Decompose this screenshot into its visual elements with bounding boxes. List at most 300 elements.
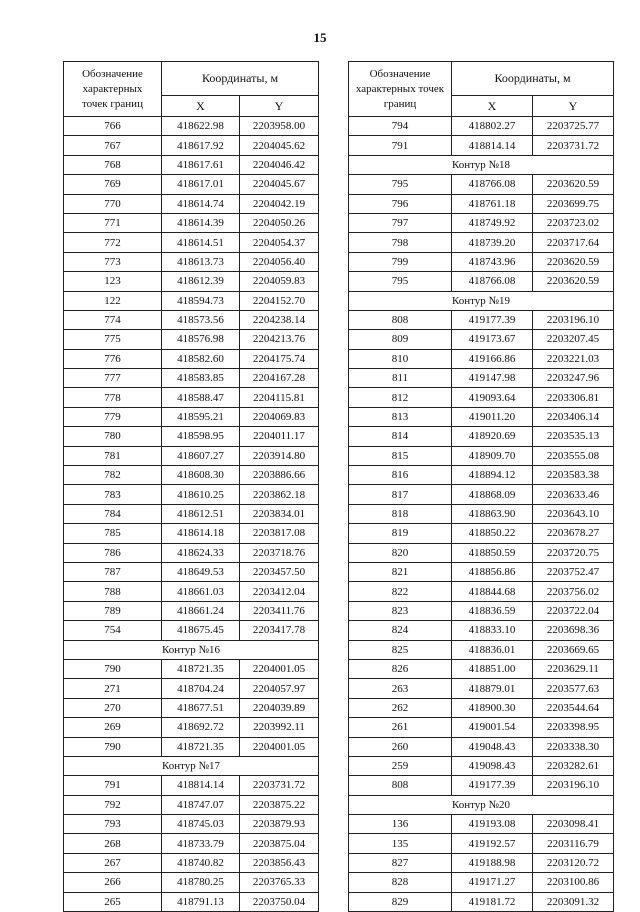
point-id-cell: 828 [349,873,452,892]
table-row [64,795,319,814]
coord-x-cell: 418576.98 [162,330,240,349]
table-row [349,349,614,368]
table-row [349,233,614,252]
coord-x-cell: 418836.01 [452,640,533,659]
coord-x-cell: 418614.51 [162,233,240,252]
table-row [64,815,319,834]
coord-y-cell: 2203669.65 [533,640,614,659]
point-id-cell: 766 [64,117,162,136]
table-row [64,853,319,872]
point-id-cell: 773 [64,252,162,271]
table-row [349,524,614,543]
coord-y-cell: 2203282.61 [533,756,614,775]
coord-x-cell: 418588.47 [162,388,240,407]
coord-y-cell: 2203620.59 [533,252,614,271]
point-id-cell: 270 [64,698,162,717]
coord-y-cell: 2203338.30 [533,737,614,756]
table-row [64,504,319,523]
point-id-cell: 770 [64,194,162,213]
coord-x-cell: 418704.24 [162,679,240,698]
table-row [64,446,319,465]
coord-x-cell: 418856.86 [452,562,533,581]
coord-x-cell: 418617.92 [162,136,240,155]
coord-y-cell: 2204054.37 [240,233,319,252]
point-id-cell: 774 [64,310,162,329]
header-point-label: Обозначение характерных точек границ [349,62,452,117]
coord-y-cell: 2204115.81 [240,388,319,407]
point-id-cell: 816 [349,466,452,485]
coord-y-cell: 2203752.47 [533,562,614,581]
point-id-cell: 782 [64,466,162,485]
table-row [349,756,614,775]
coord-y-cell: 2203544.64 [533,698,614,717]
coord-y-cell: 2203875.22 [240,795,319,814]
coord-x-cell: 418791.13 [162,892,240,911]
point-id-cell: 808 [349,776,452,795]
point-id-cell: 824 [349,621,452,640]
coord-x-cell: 418780.25 [162,873,240,892]
coord-x-cell: 419171.27 [452,873,533,892]
coord-y-cell: 2203583.38 [533,466,614,485]
table-row [349,427,614,446]
table-row [64,233,319,252]
coord-x-cell: 418894.12 [452,466,533,485]
table-row [64,698,319,717]
point-id-cell: 786 [64,543,162,562]
header-y: Y [533,96,614,117]
coord-y-cell: 2203120.72 [533,853,614,872]
coord-y-cell: 2203958.00 [240,117,319,136]
point-id-cell: 778 [64,388,162,407]
point-id-cell: 135 [349,834,452,853]
point-id-cell: 797 [349,213,452,232]
coord-y-cell: 2203196.10 [533,310,614,329]
coord-x-cell: 418594.73 [162,291,240,310]
coord-x-cell: 418721.35 [162,659,240,678]
table-row [349,407,614,426]
table-row [349,582,614,601]
coord-x-cell: 418608.30 [162,466,240,485]
point-id-cell: 792 [64,795,162,814]
point-id-cell: 265 [64,892,162,911]
point-id-cell: 785 [64,524,162,543]
coord-y-cell: 2203091.32 [533,892,614,911]
point-id-cell: 789 [64,601,162,620]
point-id-cell: 791 [64,776,162,795]
table-row [349,136,614,155]
table-row [64,291,319,310]
coord-x-cell: 419001.54 [452,718,533,737]
point-id-cell: 821 [349,562,452,581]
point-id-cell: 829 [349,892,452,911]
coord-x-cell: 419177.39 [452,310,533,329]
coord-x-cell: 418851.00 [452,659,533,678]
point-id-cell: 798 [349,233,452,252]
point-id-cell: 777 [64,369,162,388]
coord-y-cell: 2203620.59 [533,175,614,194]
coord-x-cell: 418766.08 [452,175,533,194]
table-row [64,194,319,213]
header-coordinates: Координаты, м [162,62,319,96]
coord-x-cell: 418833.10 [452,621,533,640]
point-id-cell: 808 [349,310,452,329]
header-x: X [452,96,533,117]
point-id-cell: 819 [349,524,452,543]
point-id-cell: 768 [64,155,162,174]
coord-y-cell: 2203698.36 [533,621,614,640]
contour-label: Контур №16 [64,640,319,659]
contour-label: Контур №18 [349,155,614,174]
table-row [64,621,319,640]
coord-y-cell: 2204045.62 [240,136,319,155]
coord-y-cell: 2203116.79 [533,834,614,853]
table-row [349,194,614,213]
coord-y-cell: 2204050.26 [240,213,319,232]
coord-x-cell: 418745.03 [162,815,240,834]
table-row [64,272,319,291]
coord-y-cell: 2204011.17 [240,427,319,446]
page-number: 15 [313,30,327,45]
table-row [349,679,614,698]
table-row [64,601,319,620]
point-id-cell: 818 [349,504,452,523]
table-row [64,117,319,136]
table-row [64,737,319,756]
table-row [349,640,614,659]
coord-y-cell: 2203098.41 [533,815,614,834]
coord-x-cell: 419166.86 [452,349,533,368]
table-row [64,582,319,601]
coord-x-cell: 419098.43 [452,756,533,775]
point-id-cell: 790 [64,659,162,678]
point-id-cell: 784 [64,504,162,523]
table-row [349,853,614,872]
coord-x-cell: 418617.61 [162,155,240,174]
coord-x-cell: 418721.35 [162,737,240,756]
table-row [64,349,319,368]
point-id-cell: 781 [64,446,162,465]
coord-y-cell: 2203678.27 [533,524,614,543]
coord-x-cell: 418614.74 [162,194,240,213]
point-id-cell: 812 [349,388,452,407]
coord-y-cell: 2203720.75 [533,543,614,562]
coord-x-cell: 418909.70 [452,446,533,465]
coord-x-cell: 418863.90 [452,504,533,523]
coord-x-cell: 418920.69 [452,427,533,446]
table-row [64,388,319,407]
table-body-right [349,117,614,912]
coord-y-cell: 2203411.76 [240,601,319,620]
coord-y-cell: 2203643.10 [533,504,614,523]
table-row [349,446,614,465]
table-row [349,117,614,136]
point-id-cell: 776 [64,349,162,368]
table-row [64,175,319,194]
coord-x-cell: 418617.01 [162,175,240,194]
table-row [64,466,319,485]
point-id-cell: 122 [64,291,162,310]
table-row [349,272,614,291]
coordinates-table-right [348,61,614,912]
point-id-cell: 769 [64,175,162,194]
coord-x-cell: 418740.82 [162,853,240,872]
coord-y-cell: 2203723.02 [533,213,614,232]
coord-x-cell: 418595.21 [162,407,240,426]
contour-label: Контур №19 [349,291,614,310]
coord-y-cell: 2203398.95 [533,718,614,737]
point-id-cell: 775 [64,330,162,349]
coord-y-cell: 2203629.11 [533,659,614,678]
table-row [349,310,614,329]
point-id-cell: 799 [349,252,452,271]
table-row [349,369,614,388]
coord-y-cell: 2203718.76 [240,543,319,562]
coord-y-cell: 2203750.04 [240,892,319,911]
coord-y-cell: 2204046.42 [240,155,319,174]
point-id-cell: 794 [349,117,452,136]
coord-x-cell: 418733.79 [162,834,240,853]
point-id-cell: 820 [349,543,452,562]
table-row [349,504,614,523]
coord-x-cell: 418573.56 [162,310,240,329]
point-id-cell: 814 [349,427,452,446]
coord-y-cell: 2204045.67 [240,175,319,194]
table-row [64,873,319,892]
table-row [349,815,614,834]
table-row [349,175,614,194]
table-row [64,136,319,155]
coord-y-cell: 2203765.33 [240,873,319,892]
point-id-cell: 815 [349,446,452,465]
coord-y-cell: 2204039.89 [240,698,319,717]
table-row [349,718,614,737]
coord-x-cell: 418612.39 [162,272,240,291]
coord-y-cell: 2203756.02 [533,582,614,601]
coord-x-cell: 418598.95 [162,427,240,446]
point-id-cell: 823 [349,601,452,620]
coord-x-cell: 418614.18 [162,524,240,543]
coord-x-cell: 418844.68 [452,582,533,601]
table-row [64,427,319,446]
coord-x-cell: 418879.01 [452,679,533,698]
coord-y-cell: 2204213.76 [240,330,319,349]
table-row [64,776,319,795]
coordinates-table-left [63,61,319,912]
coord-y-cell: 2204001.05 [240,737,319,756]
coord-y-cell: 2203100.86 [533,873,614,892]
point-id-cell: 813 [349,407,452,426]
table-row [64,718,319,737]
table-row [64,310,319,329]
coord-x-cell: 419181.72 [452,892,533,911]
coord-y-cell: 2203699.75 [533,194,614,213]
coord-y-cell: 2204057.97 [240,679,319,698]
point-id-cell: 795 [349,272,452,291]
point-id-cell: 809 [349,330,452,349]
coord-x-cell: 418868.09 [452,485,533,504]
coord-y-cell: 2204152.70 [240,291,319,310]
contour-header-row [64,640,319,659]
table-row [349,388,614,407]
table-row [349,213,614,232]
point-id-cell: 136 [349,815,452,834]
table-row [349,562,614,581]
point-id-cell: 779 [64,407,162,426]
coord-x-cell: 418622.98 [162,117,240,136]
point-id-cell: 267 [64,853,162,872]
coord-x-cell: 418743.96 [452,252,533,271]
coord-y-cell: 2204175.74 [240,349,319,368]
coord-x-cell: 418850.22 [452,524,533,543]
table-body-left [64,117,319,912]
contour-label: Контур №20 [349,795,614,814]
point-id-cell: 772 [64,233,162,252]
point-id-cell: 827 [349,853,452,872]
point-id-cell: 771 [64,213,162,232]
coord-x-cell: 418739.20 [452,233,533,252]
table-row [64,679,319,698]
coord-y-cell: 2203725.77 [533,117,614,136]
coord-y-cell: 2204056.40 [240,252,319,271]
header-point-label: Обозначение характерных точек границ [64,62,162,117]
contour-label: Контур №17 [64,756,319,775]
coord-x-cell: 419048.43 [452,737,533,756]
coord-x-cell: 419193.08 [452,815,533,834]
table-row [349,330,614,349]
table-row [349,776,614,795]
coord-x-cell: 418613.73 [162,252,240,271]
table-row [349,892,614,911]
header-coordinates: Координаты, м [452,62,614,96]
coord-x-cell: 418677.51 [162,698,240,717]
table-row [349,659,614,678]
coord-x-cell: 418624.33 [162,543,240,562]
coord-y-cell: 2203221.03 [533,349,614,368]
coord-y-cell: 2203717.64 [533,233,614,252]
table-row [64,485,319,504]
coord-x-cell: 419192.57 [452,834,533,853]
coord-y-cell: 2203457.50 [240,562,319,581]
point-id-cell: 266 [64,873,162,892]
coord-y-cell: 2203722.04 [533,601,614,620]
table-row [349,601,614,620]
coord-y-cell: 2203875.04 [240,834,319,853]
coord-x-cell: 418607.27 [162,446,240,465]
coord-y-cell: 2203817.08 [240,524,319,543]
table-row [349,252,614,271]
point-id-cell: 825 [349,640,452,659]
table-row [64,562,319,581]
coord-x-cell: 418692.72 [162,718,240,737]
point-id-cell: 788 [64,582,162,601]
coord-y-cell: 2203207.45 [533,330,614,349]
point-id-cell: 796 [349,194,452,213]
table-row [64,834,319,853]
table-row [64,524,319,543]
point-id-cell: 783 [64,485,162,504]
coord-y-cell: 2204059.83 [240,272,319,291]
coord-x-cell: 419147.98 [452,369,533,388]
table-row [64,330,319,349]
point-id-cell: 822 [349,582,452,601]
coord-x-cell: 418850.59 [452,543,533,562]
table-row [64,543,319,562]
point-id-cell: 793 [64,815,162,834]
table-row [349,834,614,853]
table-row [349,621,614,640]
coord-y-cell: 2203247.96 [533,369,614,388]
coord-y-cell: 2203306.81 [533,388,614,407]
header-y: Y [240,96,319,117]
point-id-cell: 791 [349,136,452,155]
table-row [349,737,614,756]
coord-x-cell: 419093.64 [452,388,533,407]
point-id-cell: 790 [64,737,162,756]
coord-y-cell: 2203886.66 [240,466,319,485]
point-id-cell: 263 [349,679,452,698]
coord-y-cell: 2204069.83 [240,407,319,426]
point-id-cell: 780 [64,427,162,446]
coord-y-cell: 2203879.93 [240,815,319,834]
coord-y-cell: 2203406.14 [533,407,614,426]
coord-y-cell: 2203914.80 [240,446,319,465]
coord-x-cell: 418766.08 [452,272,533,291]
coord-x-cell: 419173.67 [452,330,533,349]
point-id-cell: 259 [349,756,452,775]
contour-header-row [349,155,614,174]
header-x: X [162,96,240,117]
coord-x-cell: 418749.92 [452,213,533,232]
coord-x-cell: 418582.60 [162,349,240,368]
point-id-cell: 271 [64,679,162,698]
coord-y-cell: 2203577.63 [533,679,614,698]
point-id-cell: 269 [64,718,162,737]
coord-x-cell: 419177.39 [452,776,533,795]
coord-y-cell: 2204042.19 [240,194,319,213]
table-row [349,466,614,485]
coord-x-cell: 418814.14 [452,136,533,155]
point-id-cell: 810 [349,349,452,368]
coord-x-cell: 418802.27 [452,117,533,136]
coord-y-cell: 2203862.18 [240,485,319,504]
point-id-cell: 787 [64,562,162,581]
table-row [64,369,319,388]
point-id-cell: 817 [349,485,452,504]
point-id-cell: 754 [64,621,162,640]
table-row [349,485,614,504]
point-id-cell: 767 [64,136,162,155]
coord-x-cell: 418661.24 [162,601,240,620]
point-id-cell: 262 [349,698,452,717]
coord-y-cell: 2203992.11 [240,718,319,737]
contour-header-row [64,756,319,775]
table-row [64,892,319,911]
coord-y-cell: 2203856.43 [240,853,319,872]
coord-x-cell: 418612.51 [162,504,240,523]
coord-y-cell: 2203731.72 [240,776,319,795]
table-row [64,213,319,232]
table-row [64,252,319,271]
coord-y-cell: 2203196.10 [533,776,614,795]
coord-y-cell: 2203535.13 [533,427,614,446]
table-row [64,659,319,678]
contour-header-row [349,291,614,310]
point-id-cell: 260 [349,737,452,756]
coord-x-cell: 419011.20 [452,407,533,426]
coord-y-cell: 2203555.08 [533,446,614,465]
coord-x-cell: 418583.85 [162,369,240,388]
coord-x-cell: 419188.98 [452,853,533,872]
